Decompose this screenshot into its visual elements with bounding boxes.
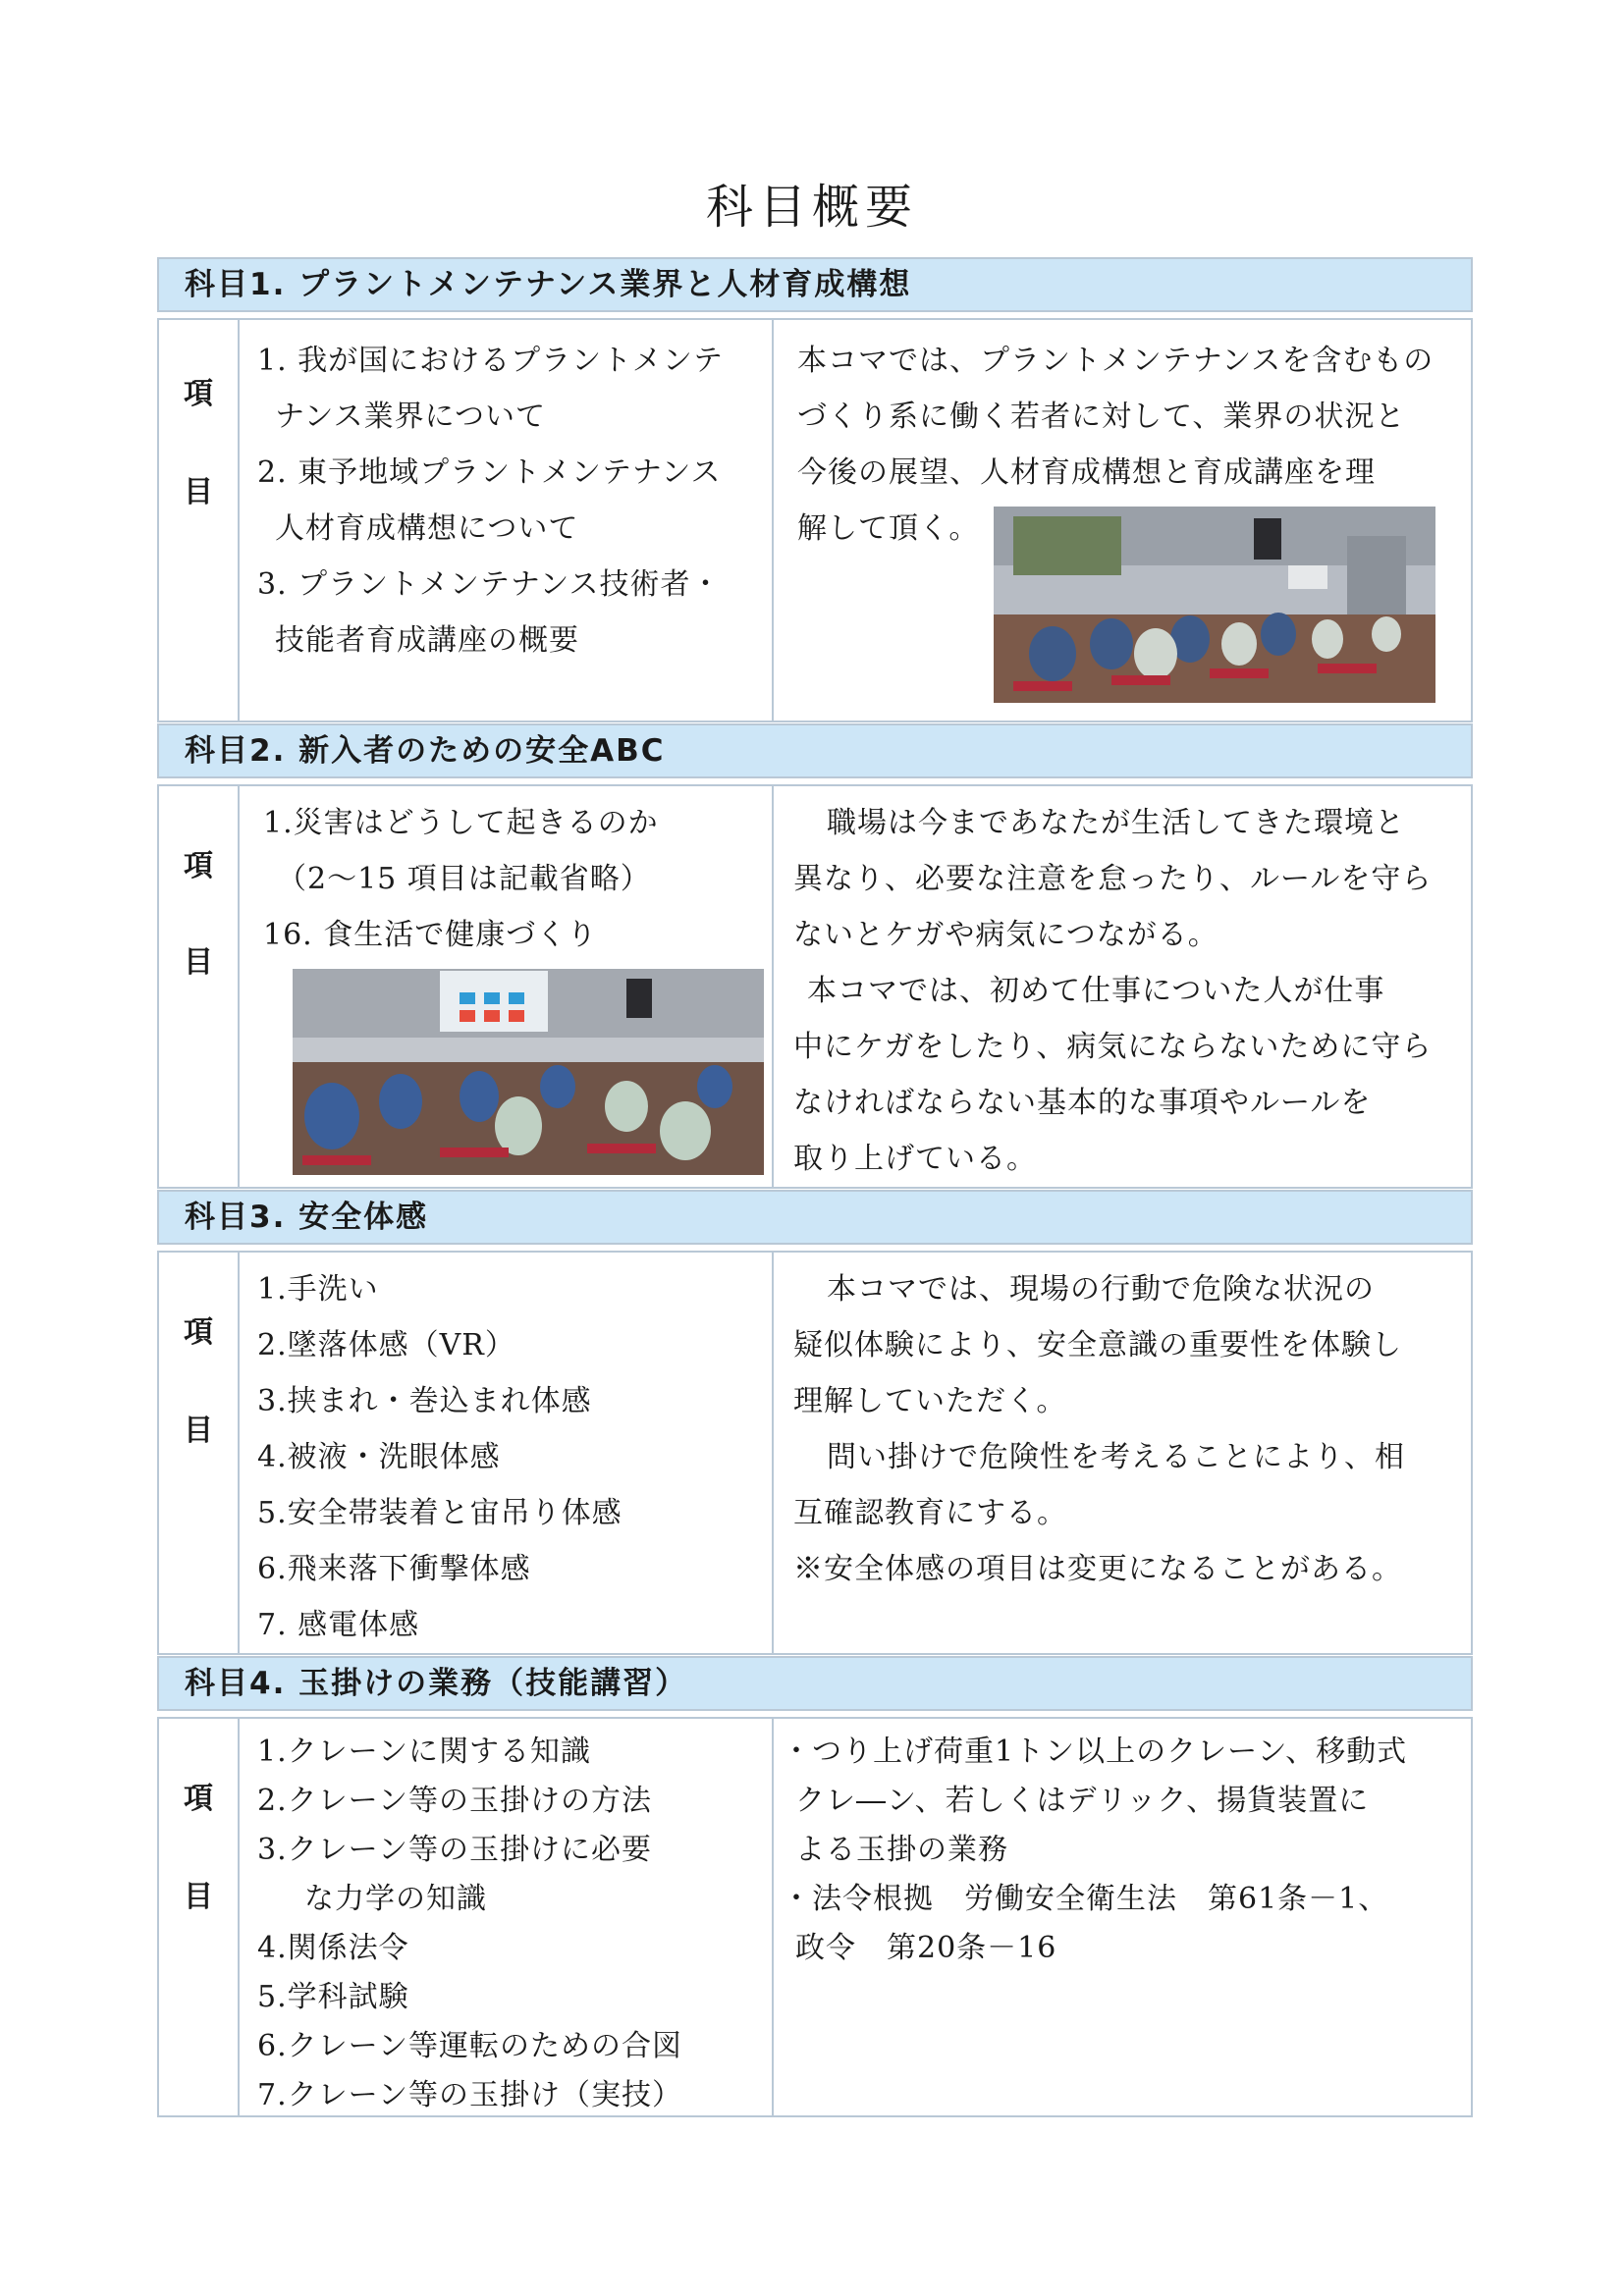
description [774,1253,1471,1653]
item-list [238,1719,774,2115]
list-item: 人材育成構想について [275,511,579,546]
description-line: 本コマでは、現場の行動で危険な状況の [827,1272,1375,1307]
item-list [238,786,774,1187]
list-item: 1.手洗い [257,1272,379,1307]
description [774,320,1471,721]
list-item: 2.クレーン等の玉掛けの方法 [257,1784,653,1818]
item-label-bottom: 目 [184,1880,213,1914]
item-label-column [159,320,240,721]
list-item: （2～15 項目は記載省略） [277,862,651,896]
item-label-top: 項 [184,1782,213,1816]
description-line: 疑似体験により、安全意識の重要性を体験し [793,1328,1402,1362]
description-line: 今後の展望、人材育成構想と育成講座を理 [797,455,1376,490]
list-item: ナンス業界について [275,400,546,434]
list-item: 2. 東予地域プラントメンテナンス [257,455,722,490]
list-item: 5.学科試験 [257,1980,409,2014]
page-title: 科目概要 [705,180,918,235]
list-item: 2.墜落体感（VR） [257,1328,515,1362]
section-3 [157,1190,1473,1655]
list-item: 16. 食生活で健康づくり [263,918,598,952]
item-label-column [159,1719,240,2115]
list-item: 3.クレーン等の玉掛けに必要 [257,1833,653,1867]
seminar-photo [293,969,764,1175]
description-line: 職場は今まであなたが生活してきた環境と [827,806,1405,840]
description-line: ・つり上げ荷重1トン以上のクレーン、移動式 [782,1735,1408,1769]
section-1 [157,257,1473,722]
section-heading: 科目1. プラントメンテナンス業界と人材育成構想 [157,257,1473,312]
list-item: 1. 我が国におけるプラントメンテ [257,344,724,378]
section-body [157,784,1473,1189]
description-line: 問い掛けで危険性を考えることにより、相 [827,1440,1405,1474]
section-body [157,1251,1473,1655]
section-4 [157,1656,1473,2117]
list-item: 4.関係法令 [257,1931,409,1965]
list-item: 6.飛来落下衝撃体感 [257,1552,531,1586]
section-body [157,1717,1473,2117]
item-label-bottom: 目 [184,945,213,980]
description-line: ないとケガや病気につながる。 [793,918,1218,952]
section-heading: 科目4. 玉掛けの業務（技能講習） [157,1656,1473,1711]
description-line: 理解していただく。 [793,1384,1067,1418]
list-item: 6.クレーン等運転のための合図 [257,2029,683,2063]
description-line: ※安全体感の項目は変更になることがある。 [793,1552,1402,1586]
item-label-column [159,786,240,1187]
section-body [157,318,1473,722]
list-item: 技能者育成講座の概要 [275,623,579,658]
list-item: 1.災害はどうして起きるのか [263,806,659,840]
item-label-top: 項 [184,1315,213,1350]
item-label-column [159,1253,240,1653]
description-line: クレ―ン、若しくはデリック、揚貨装置に [795,1784,1370,1818]
description [774,786,1471,1187]
list-item: 4.被液・洗眼体感 [257,1440,501,1474]
description-line: 異なり、必要な注意を怠ったり、ルールを守ら [793,862,1433,896]
description-line: よる玉掛の業務 [795,1833,1008,1867]
description-line: なければならない基本的な事項やルールを [793,1086,1372,1120]
description-line: 本コマでは、初めて仕事についた人が仕事 [807,974,1385,1008]
list-item: な力学の知識 [304,1882,487,1916]
description-line: 解して頂く。 [797,511,980,546]
description [774,1719,1471,2115]
list-item: 3.挟まれ・巻込まれ体感 [257,1384,592,1418]
list-item: 7. 感電体感 [257,1608,420,1642]
item-label-bottom: 目 [184,475,213,509]
section-2 [157,723,1473,1189]
section-heading: 科目2. 新入者のための安全ABC [157,723,1473,778]
list-item: 3. プラントメンテナンス技術者・ [257,567,722,602]
description-line: 取り上げている。 [793,1142,1037,1176]
item-label-bottom: 目 [184,1414,213,1448]
list-item: 1.クレーンに関する知識 [257,1735,592,1769]
item-label-top: 項 [184,849,213,883]
item-list [238,1253,774,1653]
item-label-top: 項 [184,377,213,411]
description-line: 中にケガをしたり、病気にならないために守ら [793,1030,1433,1064]
list-item: 5.安全帯装着と宙吊り体感 [257,1496,623,1530]
item-list [238,320,774,721]
list-item: 7.クレーン等の玉掛け（実技） [257,2078,683,2112]
description-line: 互確認教育にする。 [793,1496,1067,1530]
description-line: 政令 第20条－16 [795,1931,1057,1965]
section-heading: 科目3. 安全体感 [157,1190,1473,1245]
description-line: づくり系に働く若者に対して、業界の状況と [797,400,1406,434]
description-line: ・法令根拠 労働安全衛生法 第61条－1、 [782,1882,1389,1916]
seminar-photo [994,507,1435,703]
description-line: 本コマでは、プラントメンテナンスを含むもの [797,344,1435,378]
